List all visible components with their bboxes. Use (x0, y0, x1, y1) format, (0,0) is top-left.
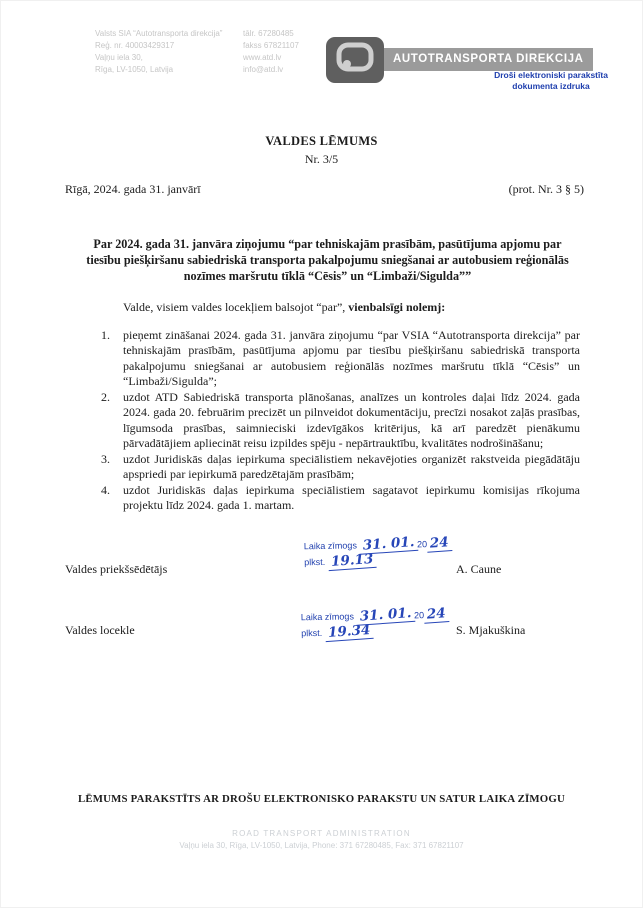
document-number: Nr. 3/5 (304, 152, 339, 166)
digital-note-line1: Droši elektroniski parakstīta (494, 70, 608, 80)
contact-fax: fakss 67821107 (243, 41, 299, 50)
stamp-time-handwritten: 19.13 (327, 552, 376, 571)
list-item (65, 452, 580, 483)
organization-logo (326, 37, 384, 83)
company-name: Valsts SIA “Autotransporta direkcija” (95, 29, 223, 38)
document-title: VALDES LĒMUMS (265, 134, 378, 148)
place-date: Rīgā, 2024. gada 31. janvārī (65, 182, 201, 196)
logo-banner: AUTOTRANSPORTA DIREKCIJA (384, 48, 593, 71)
item-number: 1. (101, 327, 110, 342)
stamp-time-label: plkst. (304, 556, 326, 568)
item-number: 2. (101, 389, 110, 404)
footer-address: Vaļņu iela 30, Rīga, LV-1050, Latvija, Phone: 371 67280485, Fax: 371 67821107 (179, 841, 464, 850)
signer-name: S. Mjakuškina (456, 623, 526, 637)
company-reg: Reģ. nr. 40003429317 (95, 41, 175, 50)
subject-paragraph: Par 2024. gada 31. janvāra ziņojumu “par tehniskajām prasībām, pasūtījuma apjomu par tiesību piešķiršanu sabiedriskā transporta pakalpojumu sniegšanai ar autobusiem reģionālās nozīmes maršrutu tīklā “Cēsis” un “Limbaži/Sigulda”” (86, 237, 569, 283)
stamp-label: Laika zīmogs (300, 611, 354, 623)
body (65, 300, 580, 514)
intro-emphasis: vienbalsīgi nolemj: (348, 300, 446, 314)
company-city: Rīga, LV-1050, Latvija (95, 65, 174, 74)
stamp-time-line (301, 623, 449, 642)
digital-signature-note (466, 70, 636, 91)
page-footer (1, 828, 642, 852)
time-stamp (304, 536, 453, 571)
item-text: uzdot Juridiskās daļas iepirkuma speciālistiem sagatavot iepirkumu komisijas rīkojuma projektu līdz 2024. gada 1. martam. (123, 482, 580, 512)
stamp-time-line (304, 552, 452, 571)
document-title-block (1, 134, 642, 167)
stamp-year-printed: 20 (417, 539, 428, 550)
letterhead-company (95, 28, 222, 76)
item-number: 4. (101, 482, 110, 497)
stamp-year-printed: 20 (414, 610, 425, 621)
stamp-time-label: plkst. (301, 627, 323, 639)
time-stamp (301, 607, 450, 642)
stamp-date-line (304, 536, 452, 555)
item-number: 3. (101, 451, 110, 466)
stamp-date-handwritten: 31. 01. (359, 535, 418, 555)
signer-role: Valdes priekšsēdētājs (65, 562, 168, 576)
contact-web: www.atd.lv (243, 53, 282, 62)
letterhead-contact (243, 28, 299, 76)
company-street: Vaļņu iela 30, (95, 53, 143, 62)
protocol-ref: (prot. Nr. 3 § 5) (508, 182, 584, 196)
closing-statement: LĒMUMS PARAKSTĪTS AR DROŠU ELEKTRONISKO PARAKSTU UN SATUR LAIKA ZĪMOGU (77, 793, 566, 805)
bus-logo-icon (333, 40, 377, 81)
contact-email: info@atd.lv (243, 65, 284, 74)
signer-role: Valdes locekle (65, 623, 135, 637)
list-item (65, 483, 580, 514)
digital-note-line2: dokumenta izdruka (512, 80, 590, 91)
item-text: uzdot Juridiskās daļas iepirkuma speciālistiem nekavējoties organizēt rakstveida piegādātāju apspriedi par iepirkumā paredzētajām prasībām; (123, 451, 580, 481)
intro-lead: Valde, visiem valdes locekļiem balsojot “par”, (123, 300, 349, 314)
list-item (65, 390, 580, 452)
stamp-year-handwritten: 24 (424, 606, 450, 624)
meta-row (65, 182, 584, 197)
footer-org-name: ROAD TRANSPORT ADMINISTRATION (232, 829, 411, 838)
stamp-year-handwritten: 24 (427, 535, 453, 553)
stamp-label: Laika zīmogs (303, 540, 357, 552)
item-text: pieņemt zināšanai 2024. gada 31. janvāra ziņojumu “par VSIA “Autotransporta direkcija” par tehniskajām prasībām, pasūtījuma apjomu par tiesību piešķiršanu sabiedriskā transporta pakalpojumu sniegšanai ar autobusiem reģionālās nozīmes maršrutu tīklā “Cēsis” un “Limbaži/Sigulda”; (123, 327, 580, 388)
intro-paragraph (65, 300, 580, 316)
stamp-date-handwritten: 31. 01. (356, 606, 415, 626)
contact-phone: tālr. 67280485 (243, 29, 294, 38)
item-text: uzdot ATD Sabiedriskā transporta plānošanas, analīzes un kontroles daļai līdz 2024. gada 2024. gada 20. februārim precizēt un pilnveidot dokumentāciju, precīzi nosakot zaļās prasības, līgumsoda prasības, saimnieciski izdevīgākos kritērijus, kā arī paredzēt pienākumu pārvadātājiem apliecināt reisu izpildes spēju - nepārtrauktību, kvalitātes nodrošināšanu; (123, 389, 580, 450)
decision-list (65, 328, 580, 514)
stamp-date-line (301, 607, 449, 626)
list-item (65, 328, 580, 390)
signer-name: A. Caune (456, 562, 502, 576)
stamp-time-handwritten: 19.34 (324, 623, 373, 642)
